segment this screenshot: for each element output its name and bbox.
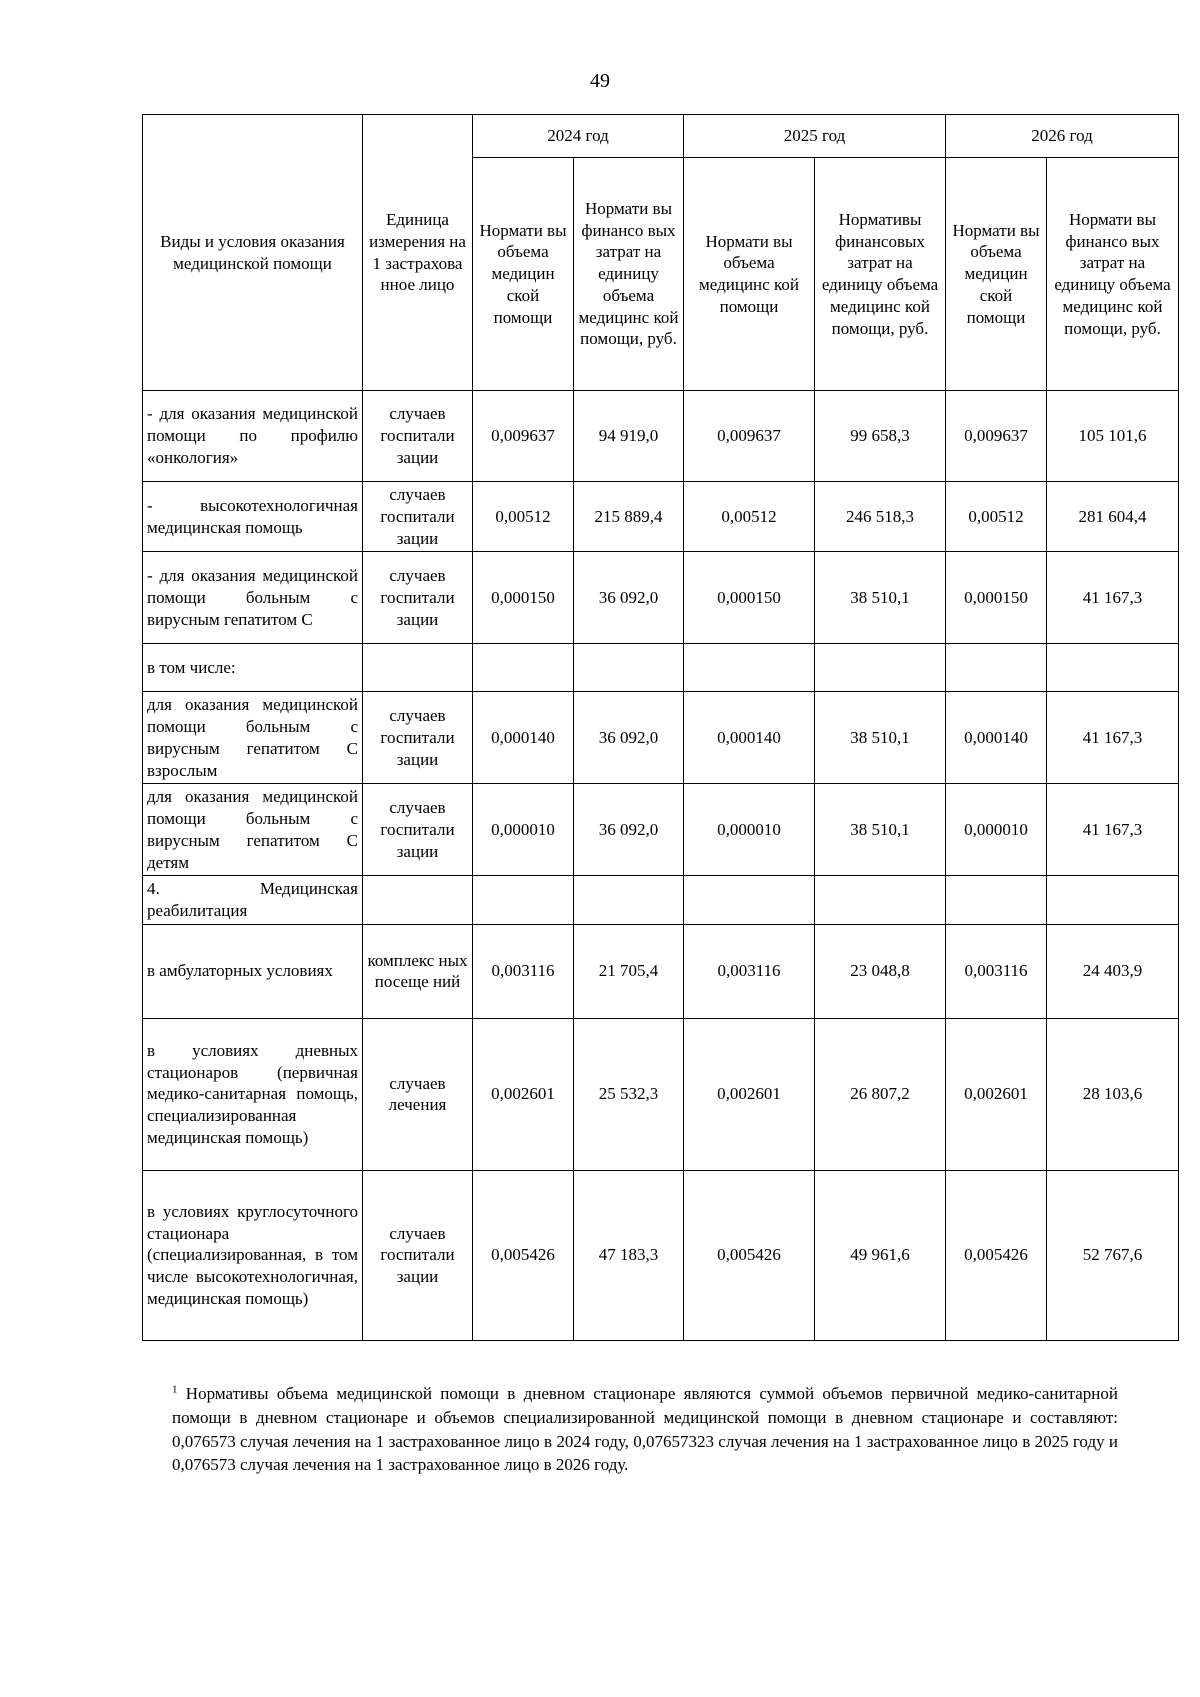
- cost-2026: 24 403,9: [1047, 924, 1179, 1018]
- table-row: [143, 391, 1179, 482]
- row-unit: случаев госпитали зации: [363, 552, 473, 644]
- volume-2025: 0,000010: [684, 784, 815, 876]
- table-row: [143, 1018, 1179, 1170]
- norms-table: [142, 114, 1179, 1341]
- header-cost-2025: Нормативы финансовых затрат на единицу объема медицинс кой помощи, руб.: [815, 158, 946, 391]
- volume-2024: 0,00512: [473, 482, 574, 552]
- header-year-2024: 2024 год: [473, 115, 684, 158]
- cost-2024: [574, 644, 684, 692]
- volume-2025: 0,005426: [684, 1170, 815, 1340]
- cost-2026: 281 604,4: [1047, 482, 1179, 552]
- row-name: для оказания медицинской помощи больным с вирусным гепатитом С детям: [143, 784, 363, 876]
- row-name: в том числе:: [143, 644, 363, 692]
- volume-2026: [946, 644, 1047, 692]
- row-unit: случаев госпитали зации: [363, 692, 473, 784]
- row-unit: случаев госпитали зации: [363, 391, 473, 482]
- volume-2025: 0,002601: [684, 1018, 815, 1170]
- table-row: [143, 784, 1179, 876]
- volume-2025: 0,003116: [684, 924, 815, 1018]
- cost-2024: 47 183,3: [574, 1170, 684, 1340]
- volume-2026: 0,005426: [946, 1170, 1047, 1340]
- cost-2025: 38 510,1: [815, 692, 946, 784]
- header-kind: Виды и условия оказания медицинской помощи: [143, 115, 363, 391]
- footnote: [172, 1382, 1118, 1477]
- volume-2026: [946, 876, 1047, 925]
- row-unit: случаев госпитали зации: [363, 482, 473, 552]
- volume-2024: 0,005426: [473, 1170, 574, 1340]
- volume-2026: 0,000140: [946, 692, 1047, 784]
- row-unit: случаев госпитали зации: [363, 784, 473, 876]
- volume-2025: 0,00512: [684, 482, 815, 552]
- volume-2024: 0,009637: [473, 391, 574, 482]
- row-name: в условиях круглосуточного стационара (специализированная, в том числе высокотехнологичная, медицинская помощь): [143, 1170, 363, 1340]
- row-name: 4. Медицинская реабилитация: [143, 876, 363, 925]
- cost-2024: 215 889,4: [574, 482, 684, 552]
- volume-2025: 0,009637: [684, 391, 815, 482]
- volume-2025: [684, 876, 815, 925]
- volume-2024: 0,003116: [473, 924, 574, 1018]
- cost-2026: [1047, 876, 1179, 925]
- cost-2026: 41 167,3: [1047, 552, 1179, 644]
- row-unit: [363, 876, 473, 925]
- header-row-years: [143, 115, 1179, 158]
- footnote-text: Нормативы объема медицинской помощи в дневном стационаре являются суммой объемов первичной медико-санитарной помощи в дневном стационаре и объемов специализированной медицинской помощи в дневном стационаре и составляют: 0,076573 случая лечения на 1 застрахованное лицо в 2024 году, 0,07657323 случая лечения на 1 застрахованное лицо в 2025 году и 0,076573 случая лечения на 1 застрахованное лицо в 2026 году.: [172, 1384, 1119, 1475]
- volume-2026: 0,000150: [946, 552, 1047, 644]
- volume-2026: 0,009637: [946, 391, 1047, 482]
- volume-2024: 0,002601: [473, 1018, 574, 1170]
- cost-2025: 49 961,6: [815, 1170, 946, 1340]
- table-row: [143, 1170, 1179, 1340]
- table-row: [143, 876, 1179, 925]
- footnote-marker: 1: [172, 1383, 178, 1396]
- volume-2026: 0,000010: [946, 784, 1047, 876]
- table-row: [143, 552, 1179, 644]
- volume-2026: 0,00512: [946, 482, 1047, 552]
- volume-2025: [684, 644, 815, 692]
- table-row: [143, 644, 1179, 692]
- cost-2026: 41 167,3: [1047, 784, 1179, 876]
- row-name: - высокотехнологичная медицинская помощь: [143, 482, 363, 552]
- cost-2026: 52 767,6: [1047, 1170, 1179, 1340]
- cost-2024: 36 092,0: [574, 552, 684, 644]
- table-row: [143, 924, 1179, 1018]
- cost-2025: 26 807,2: [815, 1018, 946, 1170]
- cost-2025: [815, 644, 946, 692]
- row-name: - для оказания медицинской помощи больным с вирусным гепатитом С: [143, 552, 363, 644]
- cost-2024: 36 092,0: [574, 692, 684, 784]
- cost-2025: 23 048,8: [815, 924, 946, 1018]
- header-year-2026: 2026 год: [946, 115, 1179, 158]
- header-volume-2024: Нормати вы объема медицин ской помощи: [473, 158, 574, 391]
- row-unit: комплекс ных посеще ний: [363, 924, 473, 1018]
- cost-2026: 105 101,6: [1047, 391, 1179, 482]
- header-cost-2026: Нормати вы финансо вых затрат на единицу объема медицинс кой помощи, руб.: [1047, 158, 1179, 391]
- cost-2026: 41 167,3: [1047, 692, 1179, 784]
- volume-2024: [473, 876, 574, 925]
- cost-2025: 246 518,3: [815, 482, 946, 552]
- cost-2025: [815, 876, 946, 925]
- cost-2024: 25 532,3: [574, 1018, 684, 1170]
- cost-2025: 38 510,1: [815, 552, 946, 644]
- cost-2024: [574, 876, 684, 925]
- header-cost-2024: Нормати вы финансо вых затрат на единицу объема медицинс кой помощи, руб.: [574, 158, 684, 391]
- table-row: [143, 482, 1179, 552]
- page-number: 49: [590, 70, 610, 92]
- cost-2026: 28 103,6: [1047, 1018, 1179, 1170]
- volume-2024: 0,000010: [473, 784, 574, 876]
- header-year-2025: 2025 год: [684, 115, 946, 158]
- cost-2025: 38 510,1: [815, 784, 946, 876]
- header-volume-2026: Нормати вы объема медицин ской помощи: [946, 158, 1047, 391]
- volume-2024: 0,000150: [473, 552, 574, 644]
- row-name: для оказания медицинской помощи больным с вирусным гепатитом С взрослым: [143, 692, 363, 784]
- header-volume-2025: Нормати вы объема медицинс кой помощи: [684, 158, 815, 391]
- row-unit: случаев госпитали зации: [363, 1170, 473, 1340]
- volume-2024: [473, 644, 574, 692]
- cost-2024: 94 919,0: [574, 391, 684, 482]
- volume-2025: 0,000140: [684, 692, 815, 784]
- table-row: [143, 692, 1179, 784]
- cost-2024: 36 092,0: [574, 784, 684, 876]
- volume-2026: 0,003116: [946, 924, 1047, 1018]
- volume-2024: 0,000140: [473, 692, 574, 784]
- volume-2026: 0,002601: [946, 1018, 1047, 1170]
- row-unit: [363, 644, 473, 692]
- cost-2026: [1047, 644, 1179, 692]
- header-unit: Единица измерения на 1 застрахова нное лицо: [363, 115, 473, 391]
- cost-2025: 99 658,3: [815, 391, 946, 482]
- row-name: в условиях дневных стационаров (первичная медико-санитарная помощь, специализированная медицинская помощь): [143, 1018, 363, 1170]
- volume-2025: 0,000150: [684, 552, 815, 644]
- cost-2024: 21 705,4: [574, 924, 684, 1018]
- row-name: в амбулаторных условиях: [143, 924, 363, 1018]
- row-unit: случаев лечения: [363, 1018, 473, 1170]
- row-name: - для оказания медицинской помощи по профилю «онкология»: [143, 391, 363, 482]
